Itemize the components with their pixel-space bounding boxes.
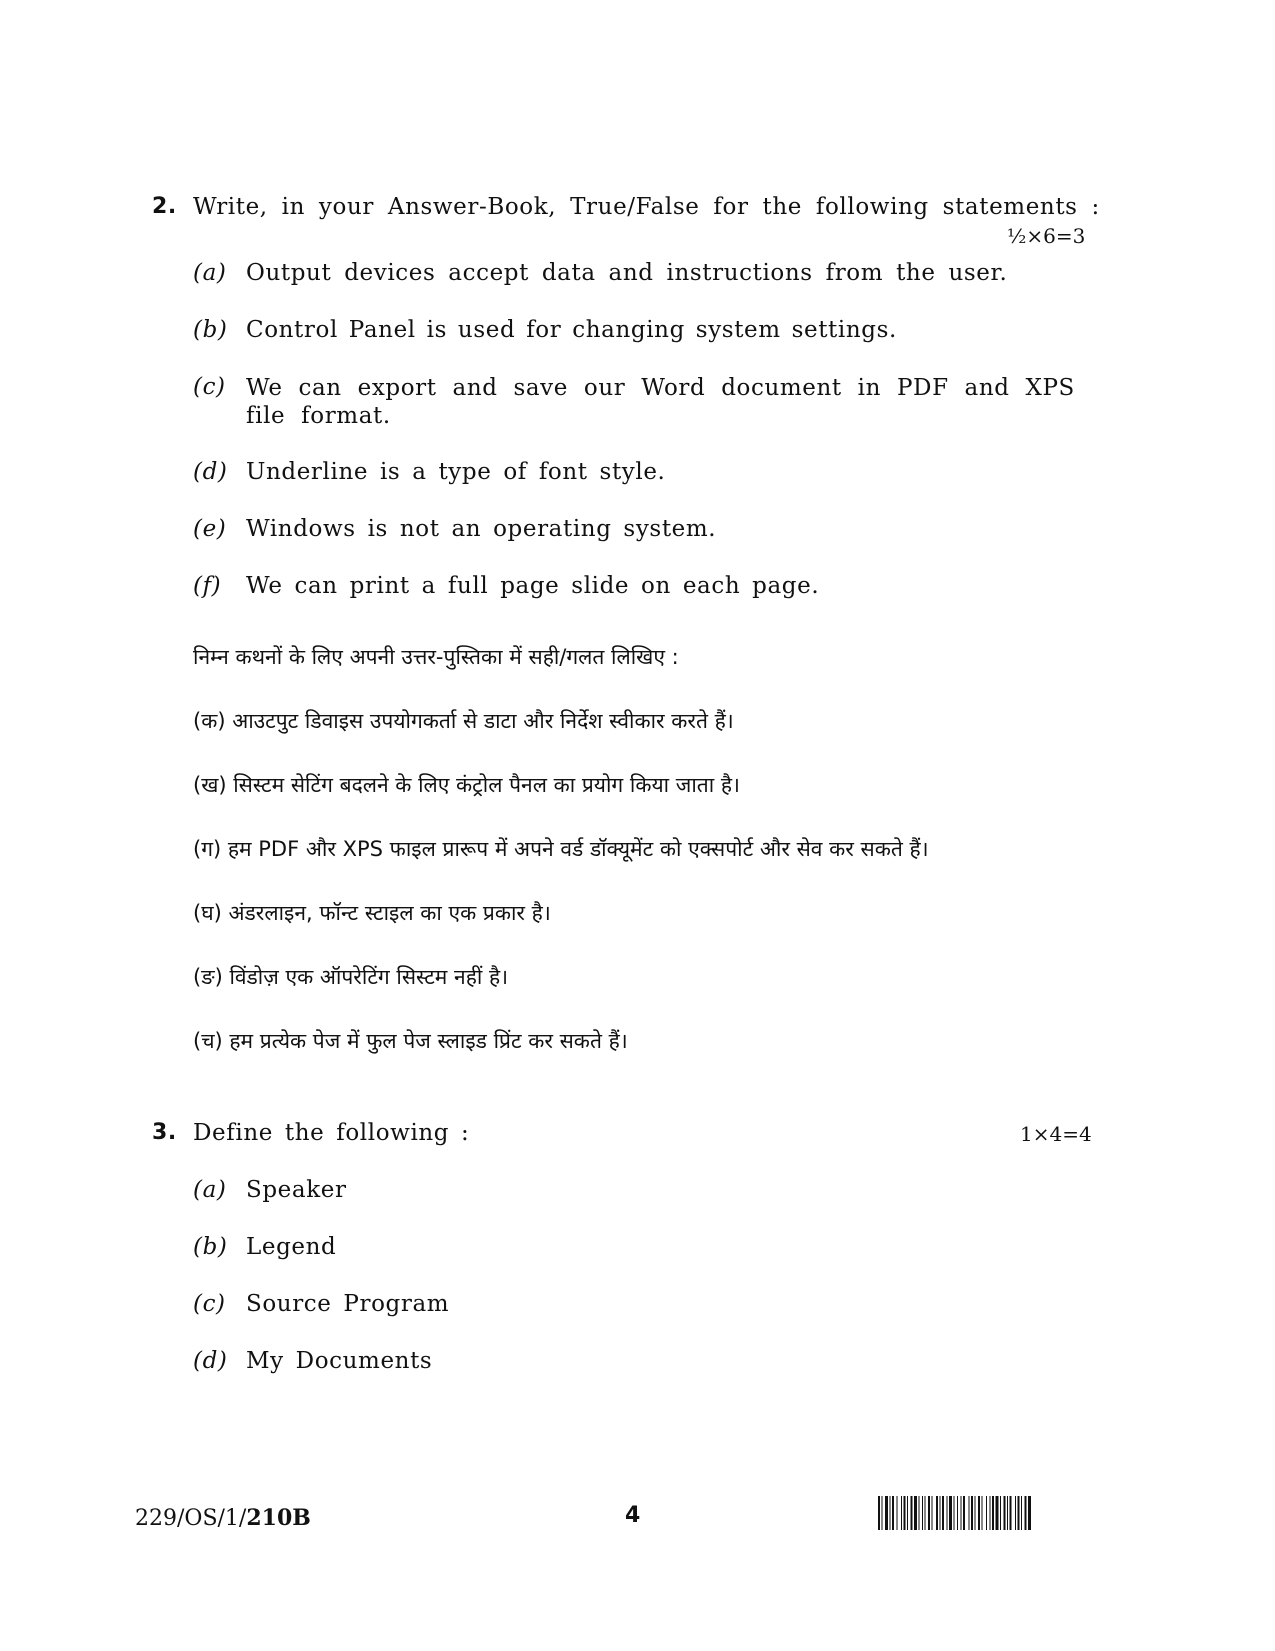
item-label: (c) <box>193 1291 226 1317</box>
item-text: Underline is a type of font style. <box>246 459 666 485</box>
item-text: Control Panel is used for changing system settings. <box>246 317 897 343</box>
item-text: Legend <box>246 1234 337 1260</box>
hindi-item: (ग) हम PDF और XPS फाइल प्रारूप में अपने वर्ड डॉक्यूमेंट को एक्सपोर्ट और सेव कर सकते हैं। <box>193 837 929 861</box>
item-label: (e) <box>193 516 227 542</box>
hindi-prompt: निम्न कथनों के लिए अपनी उत्तर-पुस्तिका में सही/गलत लिखिए : <box>193 645 679 669</box>
item-text: We can print a full page slide on each page. <box>246 573 820 599</box>
marks-allocation: 1×4=4 <box>1020 1122 1092 1146</box>
paper-code-prefix: 229/OS/1/ <box>135 1506 247 1531</box>
page-number: 4 <box>625 1503 641 1528</box>
item-text: Speaker <box>246 1177 347 1203</box>
item-text: Output devices accept data and instructions from the user. <box>246 260 1008 286</box>
item-label: (c) <box>193 374 226 400</box>
question-prompt: Define the following : <box>193 1120 470 1146</box>
barcode-icon <box>878 1496 1134 1530</box>
hindi-item: (ख) सिस्टम सेटिंग बदलने के लिए कंट्रोल पैनल का प्रयोग किया जाता है। <box>193 773 741 797</box>
question-number: 3. <box>152 1120 177 1145</box>
item-text: Source Program <box>246 1291 450 1317</box>
item-label: (d) <box>193 459 228 485</box>
hindi-item: (क) आउटपुट डिवाइस उपयोगकर्ता से डाटा और निर्देश स्वीकार करते हैं। <box>193 709 734 733</box>
item-text: Windows is not an operating system. <box>246 516 717 542</box>
item-text: My Documents <box>246 1348 433 1374</box>
paper-code-suffix: 210B <box>246 1505 311 1531</box>
item-label: (d) <box>193 1348 228 1374</box>
item-label: (b) <box>193 1234 228 1260</box>
question-number: 2. <box>152 194 177 219</box>
item-label: (a) <box>193 1177 227 1203</box>
paper-code <box>135 1505 311 1531</box>
hindi-item: (घ) अंडरलाइन, फॉन्ट स्टाइल का एक प्रकार है। <box>193 901 551 925</box>
marks-allocation: ½×6=3 <box>1007 224 1086 248</box>
hindi-item: (च) हम प्रत्येक पेज में फुल पेज स्लाइड प्रिंट कर सकते हैं। <box>193 1029 628 1053</box>
item-label: (b) <box>193 317 228 343</box>
item-label: (f) <box>193 573 222 599</box>
item-text: We can export and save our Word document in PDF and XPS file format. <box>246 375 1075 429</box>
question-prompt: Write, in your Answer-Book, True/False for the following statements : <box>193 194 1100 220</box>
hindi-item: (ङ) विंडोज़ एक ऑपरेटिंग सिस्टम नहीं है। <box>193 965 509 989</box>
item-label: (a) <box>193 260 227 286</box>
